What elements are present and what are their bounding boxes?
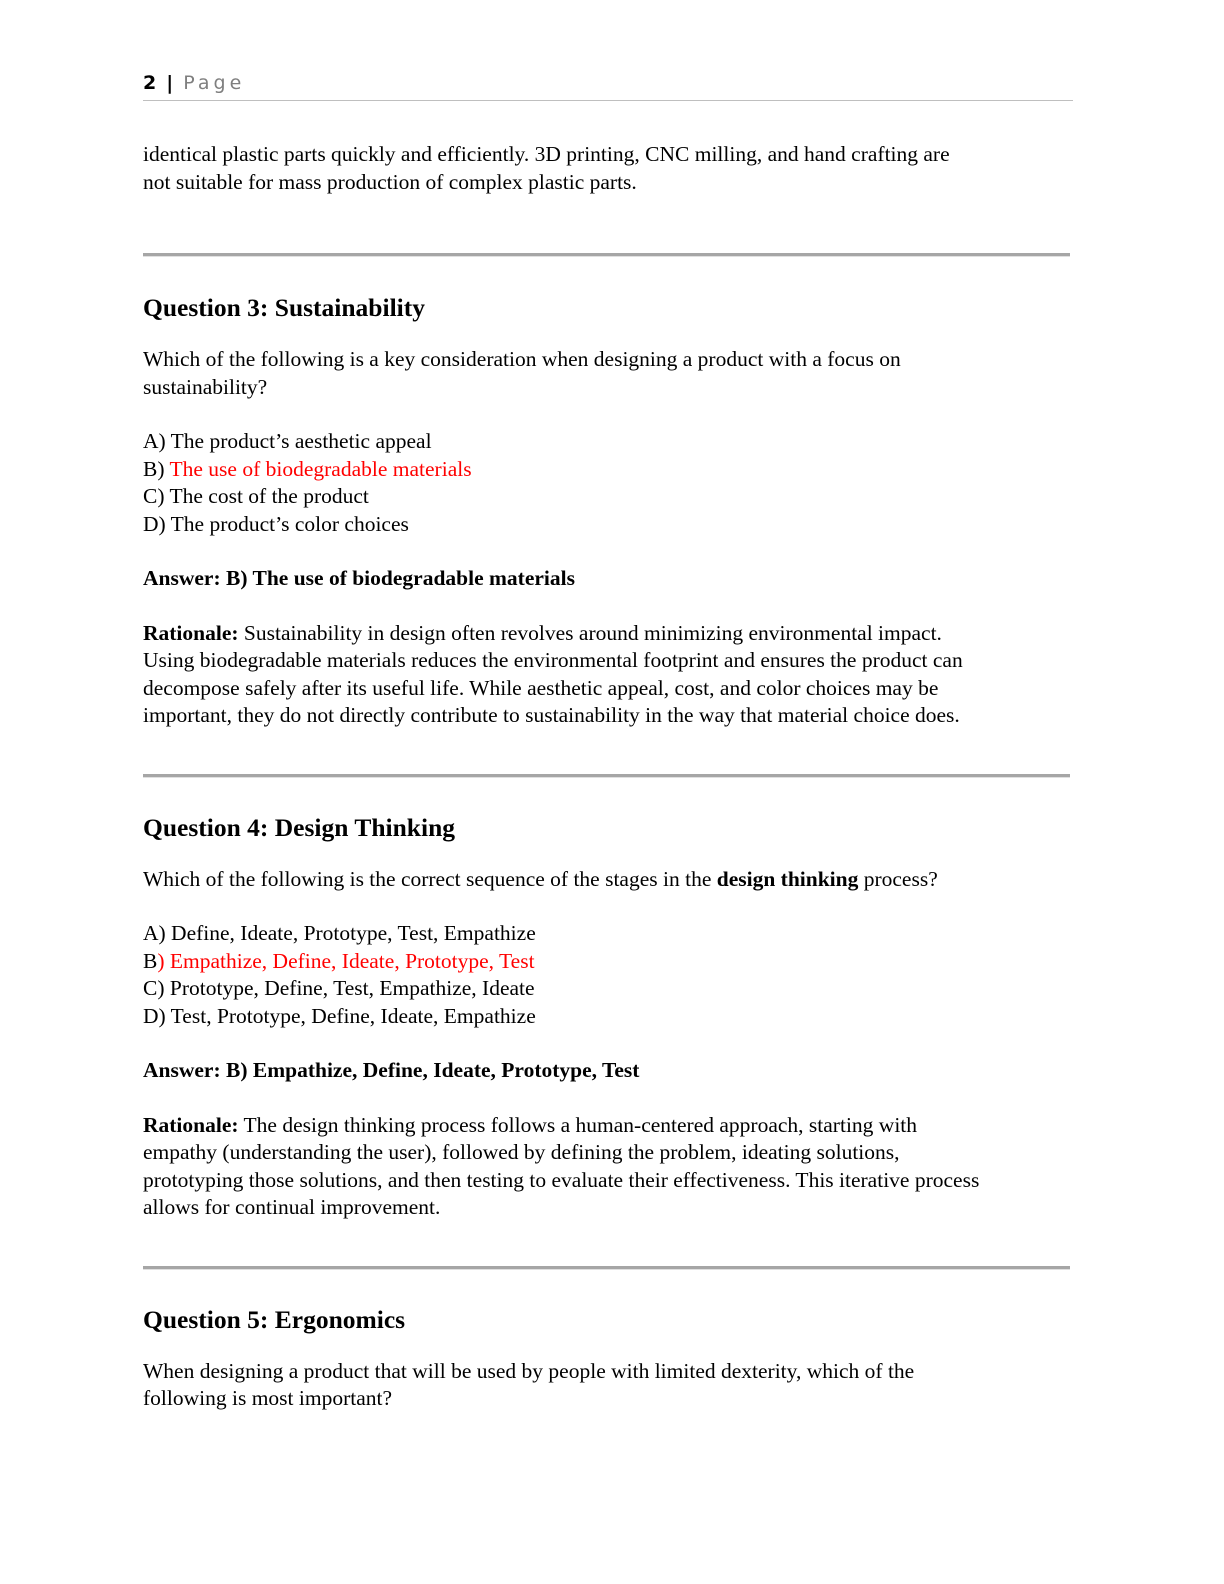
- option-b-prefix: B: [143, 948, 158, 973]
- rationale-line: allows for continual improvement.: [143, 1195, 441, 1219]
- option-d: D) The product’s color choices: [143, 511, 409, 536]
- question-4-options: [143, 920, 1073, 1030]
- question-5-title: Question 5: Ergonomics: [143, 1304, 406, 1334]
- question-text-bold: design thinking: [716, 866, 859, 891]
- section-divider: [143, 774, 1070, 778]
- question-line: sustainability?: [143, 374, 268, 399]
- question-3-options: [143, 428, 1073, 538]
- question-line: following is most important?: [143, 1386, 393, 1410]
- question-text-post: process?: [858, 866, 938, 891]
- option-c: C) The cost of the product: [143, 484, 369, 508]
- option-b-prefix: B): [143, 456, 170, 481]
- option-a: A) Define, Ideate, Prototype, Test, Empathize: [143, 921, 536, 945]
- question-text-pre: Which of the following is the correct sequence of the stages in the: [143, 866, 717, 891]
- option-b: [143, 457, 472, 481]
- option-a: A) The product’s aesthetic appeal: [143, 429, 432, 453]
- rationale-line: decompose safely after its useful life. While aesthetic appeal, cost, and color choices may be: [143, 675, 939, 700]
- question-5-text: [143, 1358, 1073, 1413]
- question-4-text: [143, 866, 1073, 894]
- rationale-label: Rationale:: [143, 620, 239, 645]
- page-word: Page: [183, 72, 246, 94]
- option-b-correct-text: The use of biodegradable materials: [169, 456, 472, 481]
- question-3-rationale: [143, 620, 1073, 730]
- option-b: [143, 949, 535, 973]
- question-line: Which of the following is a key consideration when designing a product with a focus on: [143, 347, 901, 371]
- question-line: When designing a product that will be used by people with limited dexterity, which of the: [143, 1358, 915, 1383]
- question-3-text: [143, 346, 1073, 401]
- intro-line: identical plastic parts quickly and efficiently. 3D printing, CNC milling, and hand crafting are: [143, 142, 950, 166]
- option-d: D) Test, Prototype, Define, Ideate, Empathize: [143, 1003, 536, 1028]
- question-4-answer: Answer: B) Empathize, Define, Ideate, Prototype, Test: [143, 1058, 640, 1082]
- page-header: [143, 72, 1073, 101]
- rationale-line: Sustainability in design often revolves around minimizing environmental impact.: [238, 620, 942, 645]
- intro-line: not suitable for mass production of complex plastic parts.: [143, 169, 637, 194]
- rationale-line: important, they do not directly contribute to sustainability in the way that material choice does.: [143, 703, 960, 727]
- option-c: C) Prototype, Define, Test, Empathize, Ideate: [143, 976, 535, 1000]
- header-separator: |: [166, 72, 174, 94]
- question-3-title: Question 3: Sustainability: [143, 293, 425, 322]
- option-b-correct-text: ) Empathize, Define, Ideate, Prototype, Test: [157, 948, 535, 973]
- rationale-label: Rationale:: [143, 1112, 239, 1137]
- section-divider: [143, 1266, 1070, 1270]
- page-number: 2: [143, 72, 157, 94]
- question-4-title: Question 4: Design Thinking: [143, 812, 456, 842]
- rationale-line: prototyping those solutions, and then testing to evaluate their effectiveness. This iterative process: [143, 1167, 980, 1192]
- rationale-line: empathy (understanding the user), followed by defining the problem, ideating solutions,: [143, 1140, 900, 1164]
- question-4-rationale: [143, 1112, 1073, 1222]
- document-body: [143, 141, 1073, 1413]
- intro-paragraph: [143, 141, 1073, 196]
- question-3-answer: Answer: B) The use of biodegradable materials: [143, 566, 575, 590]
- section-divider: [143, 253, 1070, 257]
- rationale-line: Using biodegradable materials reduces the environmental footprint and ensures the product can: [143, 648, 963, 672]
- rationale-line: The design thinking process follows a human-centered approach, starting with: [238, 1112, 918, 1137]
